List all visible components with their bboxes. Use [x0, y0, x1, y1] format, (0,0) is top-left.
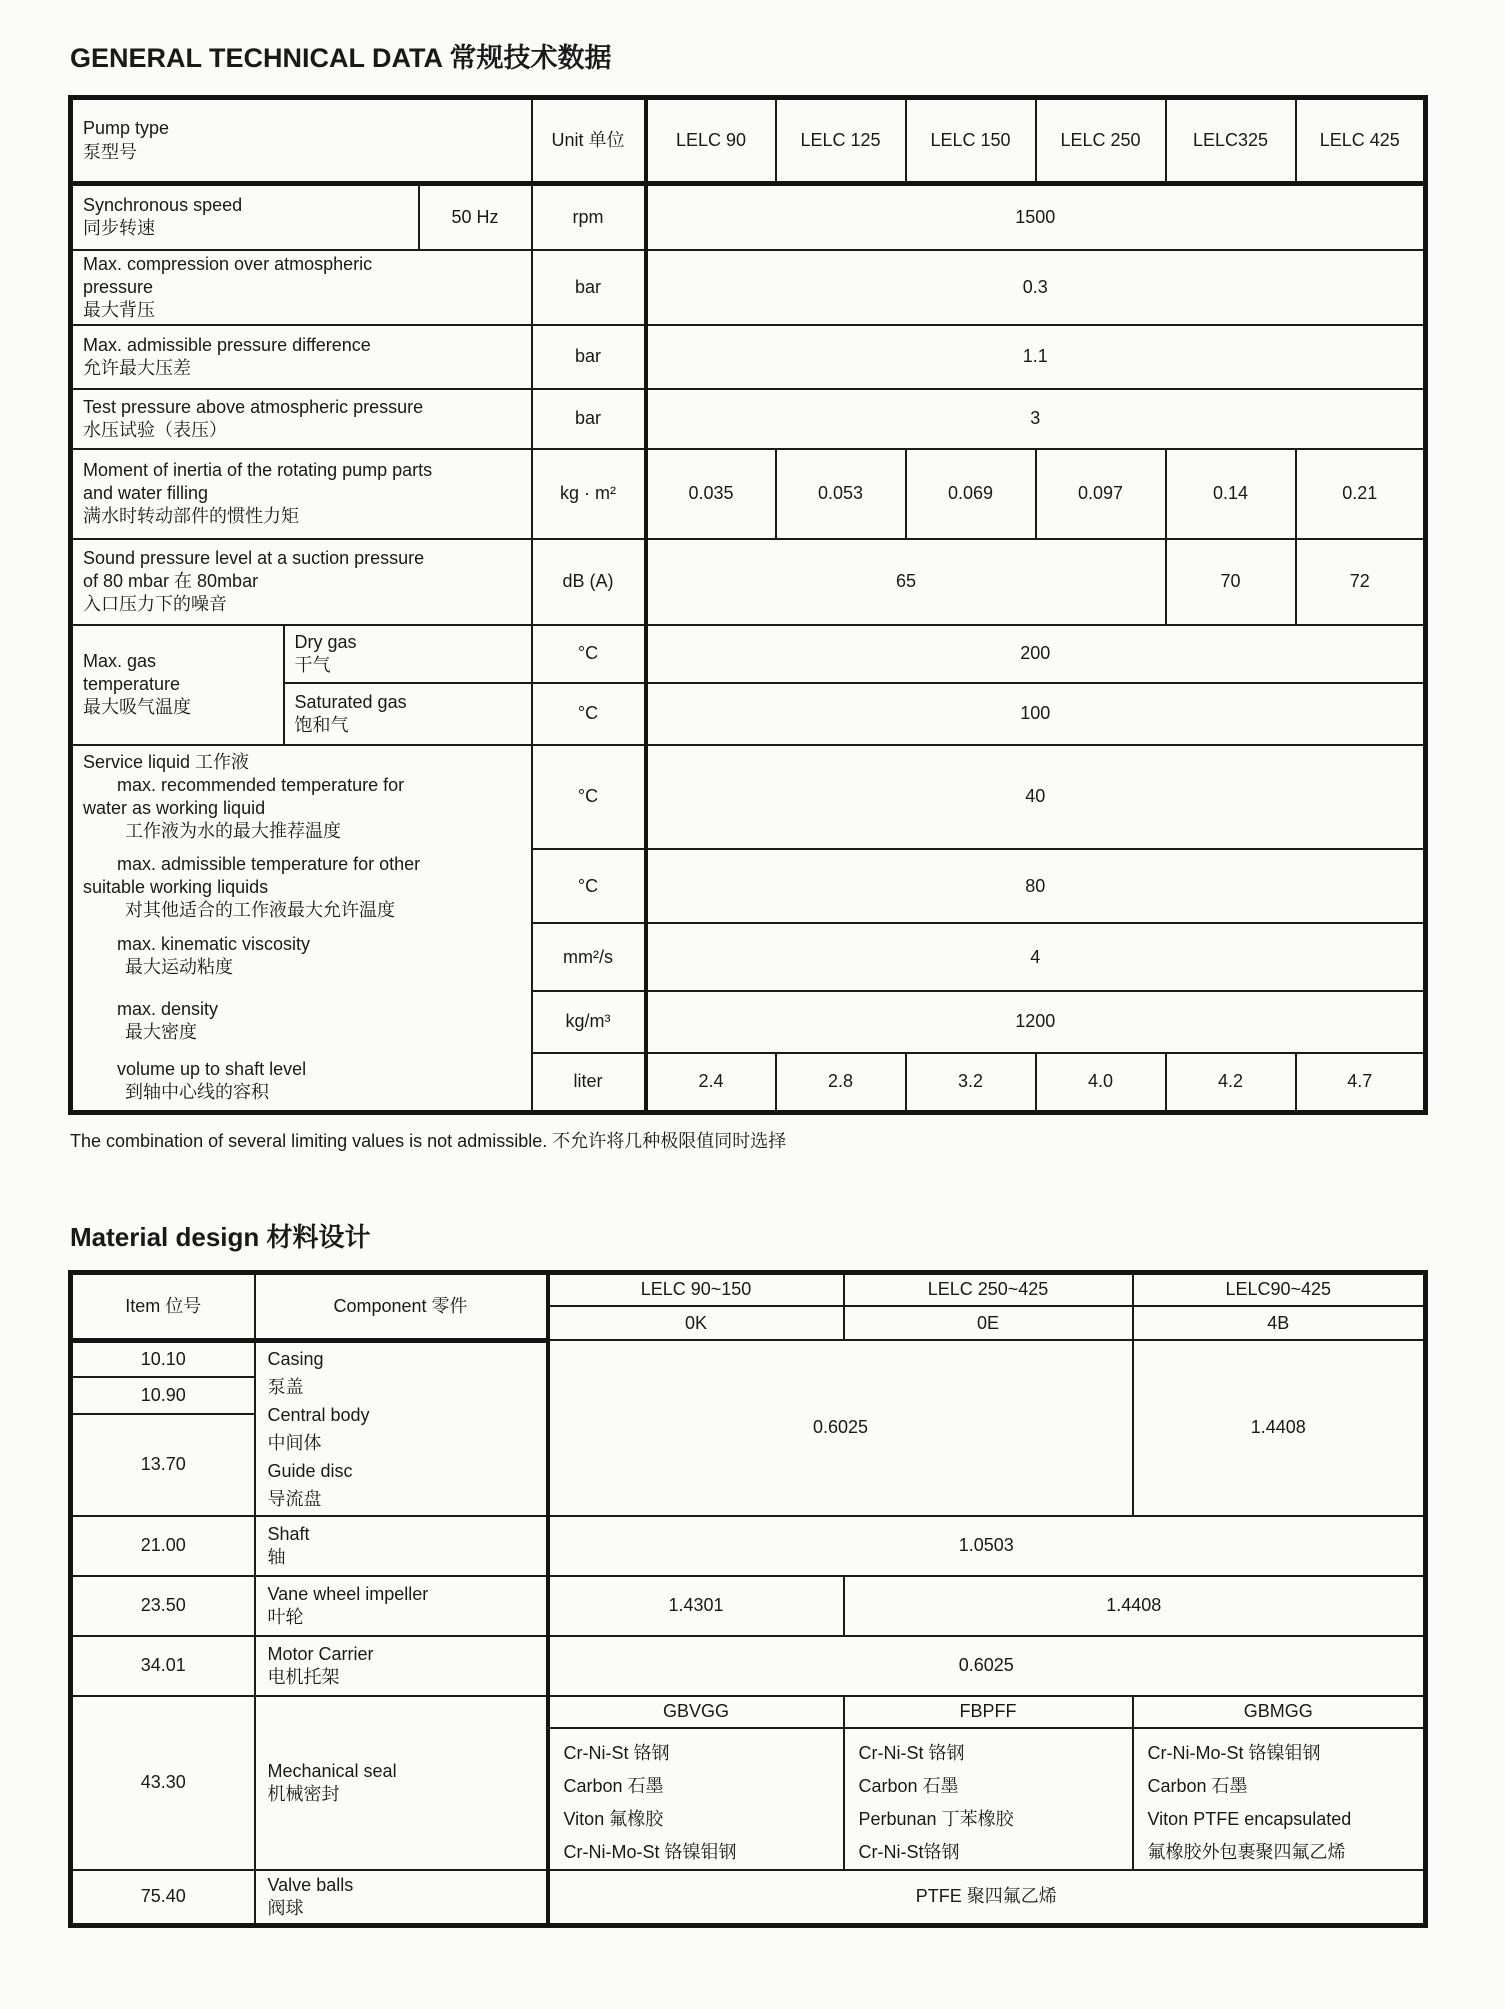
row-max-compression [71, 250, 1426, 325]
seal-materials-gbmgg-cell [1133, 1728, 1426, 1870]
row-valve-balls [71, 1870, 1426, 1926]
sync-label-cell [71, 184, 419, 250]
item-cell: 21.00 [71, 1516, 255, 1576]
unit-header-cell: Unit 单位 [532, 98, 646, 184]
unit-cell: °C [532, 683, 646, 745]
gas-temp-label-cell [71, 625, 284, 745]
value-cell: 0.035 [646, 449, 776, 539]
label-line: 到轴中心线的容积 [125, 1081, 269, 1102]
item-cell: 75.40 [71, 1870, 255, 1926]
value-cell: 4.0 [1036, 1053, 1166, 1113]
label-line: max. density [117, 998, 219, 1019]
compression-label-cell [71, 250, 532, 325]
value-cell: 4.7 [1296, 1053, 1426, 1113]
item-cell: 34.01 [71, 1636, 255, 1696]
item-cell: 10.10 [71, 1340, 255, 1377]
value-cell: 3.2 [906, 1053, 1036, 1113]
model-header-cell: LELC 425 [1296, 98, 1426, 184]
label-line: of 80 mbar 在 80mbar [83, 571, 259, 592]
label-line: max. admissible temperature for other [117, 853, 421, 874]
frequency-cell: 50 Hz [419, 184, 532, 250]
label-line: Cr-Ni-St 铬钢 [563, 1742, 670, 1763]
seal-component-cell [255, 1696, 548, 1870]
row-test-pressure [71, 389, 1426, 449]
unit-cell: °C [532, 849, 646, 923]
model-header-cell: LELC 250 [1036, 98, 1166, 184]
material-table [68, 1270, 1428, 1929]
impeller-component-cell [255, 1576, 548, 1636]
label-line: 满水时转动部件的惯性力矩 [83, 506, 299, 527]
service-density-label [73, 990, 531, 1052]
label-line: 最大背压 [83, 299, 155, 320]
label-line: pressure [83, 276, 154, 297]
label-line: Vane wheel impeller [267, 1583, 429, 1604]
unit-cell: °C [532, 625, 646, 683]
label-line: volume up to shaft level [117, 1058, 307, 1079]
value-cell: 4.2 [1166, 1053, 1296, 1113]
label-line: Cr-Ni-Mo-St 铬镍钼钢 [1147, 1742, 1321, 1763]
label-line: temperature [83, 674, 181, 695]
item-cell: 43.30 [71, 1696, 255, 1870]
service-other-temp-label [73, 848, 531, 922]
unit-cell: °C [532, 745, 646, 850]
label-line: Viton PTFE encapsulated [1147, 1808, 1352, 1829]
label-line: Mechanical seal [267, 1760, 397, 1781]
item-cell: 23.50 [71, 1576, 255, 1636]
material-value-cell: 0.6025 [548, 1340, 1133, 1516]
label-line: 泵盖 [267, 1376, 304, 1397]
material-header-row [71, 1272, 1426, 1306]
model-header-cell: LELC325 [1166, 98, 1296, 184]
label-line: 最大吸气温度 [83, 697, 191, 718]
unit-cell: bar [532, 389, 646, 449]
material-value-cell: PTFE 聚四氟乙烯 [548, 1870, 1426, 1926]
label-line: Cr-Ni-St 铬钢 [858, 1742, 965, 1763]
row-seal-codes [71, 1696, 1426, 1728]
label-line: Test pressure above atmospheric pressure [83, 396, 424, 417]
item-cell: 13.70 [71, 1414, 255, 1515]
item-header-cell: Item 位号 [71, 1272, 255, 1340]
value-cell: 1500 [646, 184, 1426, 250]
label-line: 氟橡胶外包裹聚四氟乙烯 [1147, 1841, 1346, 1862]
label-line: Max. gas [83, 651, 157, 672]
service-viscosity-label [73, 922, 531, 990]
value-cell: 0.069 [906, 449, 1036, 539]
service-volume-label [73, 1052, 531, 1110]
dry-gas-label-cell [284, 625, 532, 683]
pump-type-en: Pump type [83, 118, 170, 139]
design-code-cell: 0K [548, 1306, 844, 1340]
sound-label-cell [71, 539, 532, 625]
label-line: Valve balls [267, 1874, 354, 1895]
test-pressure-label-cell [71, 389, 532, 449]
row-shaft [71, 1516, 1426, 1576]
row-dry-gas [71, 625, 1426, 683]
label-line: 导流盘 [267, 1488, 322, 1509]
label-line: 阀球 [267, 1897, 304, 1918]
label-line: 最大密度 [125, 1021, 197, 1042]
row-moment-of-inertia [71, 449, 1426, 539]
label-line: 水压试验（表压） [83, 419, 227, 440]
unit-cell: kg/m³ [532, 991, 646, 1053]
label-line: max. recommended temperature for [117, 774, 405, 795]
model-group-header-cell: LELC90~425 [1133, 1272, 1426, 1306]
material-value-cell: 1.4301 [548, 1576, 844, 1636]
seal-code-cell: GBMGG [1133, 1696, 1426, 1728]
saturated-gas-label-cell [284, 683, 532, 745]
value-cell: 0.21 [1296, 449, 1426, 539]
general-data-title: GENERAL TECHNICAL DATA 常规技术数据 [70, 43, 612, 73]
label-line: 工作液为水的最大推荐温度 [125, 820, 341, 841]
limiting-values-note: The combination of several limiting values is not admissible. 不允许将几种极限值同时选择 [70, 1130, 787, 1151]
unit-cell: liter [532, 1053, 646, 1113]
value-cell: 0.3 [646, 250, 1426, 325]
design-code-cell: 4B [1133, 1306, 1426, 1340]
label-line: 同步转速 [83, 218, 155, 239]
material-value-cell: 1.4408 [1133, 1340, 1426, 1516]
item-cell: 10.90 [71, 1377, 255, 1414]
row-motor-carrier [71, 1636, 1426, 1696]
row-sound-pressure [71, 539, 1426, 625]
label-line: Sound pressure level at a suction pressure [83, 548, 425, 569]
row-casing-item-1 [71, 1340, 1426, 1377]
label-line: water as working liquid [83, 797, 266, 818]
model-header-cell: LELC 90 [646, 98, 776, 184]
model-group-header-cell: LELC 90~150 [548, 1272, 844, 1306]
label-line: 允许最大压差 [83, 357, 191, 378]
value-cell: 0.14 [1166, 449, 1296, 539]
label-line: Carbon 石墨 [563, 1775, 664, 1796]
service-water-temp-label [73, 746, 531, 848]
label-line: Perbunan 丁苯橡胶 [858, 1808, 1014, 1829]
label-line: Cr-Ni-Mo-St 铬镍钼钢 [563, 1841, 737, 1862]
seal-code-cell: GBVGG [548, 1696, 844, 1728]
value-cell: 100 [646, 683, 1426, 745]
seal-materials-gbvgg-cell [548, 1728, 844, 1870]
label-line: Saturated gas [294, 691, 407, 712]
label-line: Viton 氟橡胶 [563, 1808, 664, 1829]
material-value-cell: 1.0503 [548, 1516, 1426, 1576]
label-line: 干气 [294, 654, 331, 675]
label-line: 最大运动粘度 [125, 956, 233, 977]
unit-cell: mm²/s [532, 923, 646, 991]
pump-type-header-cell [71, 98, 532, 184]
value-cell: 4 [646, 923, 1426, 991]
value-cell: 0.053 [776, 449, 906, 539]
label-line: Shaft [267, 1523, 310, 1544]
value-cell: 65 [646, 539, 1166, 625]
value-cell: 200 [646, 625, 1426, 683]
label-line: Central body [267, 1404, 370, 1425]
value-cell: 2.8 [776, 1053, 906, 1113]
casing-component-cell [255, 1340, 548, 1516]
value-cell: 70 [1166, 539, 1296, 625]
label-line: and water filling [83, 483, 209, 504]
value-cell: 1.1 [646, 325, 1426, 389]
pump-type-zh: 泵型号 [83, 141, 137, 162]
design-code-cell: 0E [844, 1306, 1133, 1340]
label-line: Dry gas [294, 631, 357, 652]
label-line: 入口压力下的噪音 [83, 594, 227, 615]
service-liquid-block [73, 746, 531, 1110]
label-line: 电机托架 [267, 1666, 340, 1687]
label-line: Synchronous speed [83, 195, 243, 216]
value-cell: 80 [646, 849, 1426, 923]
unit-cell: bar [532, 250, 646, 325]
unit-cell: dB (A) [532, 539, 646, 625]
value-cell: 1200 [646, 991, 1426, 1053]
general-table [68, 95, 1428, 1115]
material-design-title: Material design 材料设计 [70, 1221, 371, 1252]
model-header-cell: LELC 150 [906, 98, 1036, 184]
row-synchronous-speed [71, 184, 1426, 250]
general-header-row [71, 98, 1426, 184]
model-header-cell: LELC 125 [776, 98, 906, 184]
label-line: 轴 [267, 1546, 286, 1567]
label-line: Max. admissible pressure difference [83, 334, 371, 355]
value-cell: 3 [646, 389, 1426, 449]
value-cell: 2.4 [646, 1053, 776, 1113]
label-line: Guide disc [267, 1460, 353, 1481]
label-line: 中间体 [267, 1432, 322, 1453]
row-pressure-difference [71, 325, 1426, 389]
label-line: max. kinematic viscosity [117, 933, 311, 954]
row-impeller [71, 1576, 1426, 1636]
label-line: Carbon 石墨 [1147, 1775, 1248, 1796]
pressure-diff-label-cell [71, 325, 532, 389]
service-liquid-label-cell [71, 745, 532, 1113]
value-cell: 72 [1296, 539, 1426, 625]
unit-cell: kg · m² [532, 449, 646, 539]
unit-cell: bar [532, 325, 646, 389]
component-header-cell: Component 零件 [255, 1272, 548, 1340]
seal-materials-fbpff-cell [844, 1728, 1133, 1870]
service-liquid-heading: Service liquid 工作液 [83, 751, 250, 772]
label-line: suitable working liquids [83, 876, 269, 897]
material-value-cell: 0.6025 [548, 1636, 1426, 1696]
value-cell: 40 [646, 745, 1426, 850]
label-line: Motor Carrier [267, 1643, 374, 1664]
valve-balls-component-cell [255, 1870, 548, 1926]
label-line: 对其他适合的工作液最大允许温度 [125, 899, 395, 920]
label-line: Cr-Ni-St铬钢 [858, 1841, 960, 1862]
label-line: 叶轮 [267, 1606, 304, 1627]
model-group-header-cell: LELC 250~425 [844, 1272, 1133, 1306]
label-line: Casing [267, 1348, 324, 1369]
label-line: 饱和气 [294, 714, 349, 735]
label-line: Moment of inertia of the rotating pump parts [83, 460, 433, 481]
label-line: Carbon 石墨 [858, 1775, 959, 1796]
label-line: Max. compression over atmospheric [83, 253, 373, 274]
row-service-water-temp [71, 745, 1426, 850]
shaft-component-cell [255, 1516, 548, 1576]
label-line: 机械密封 [267, 1783, 340, 1804]
material-value-cell: 1.4408 [844, 1576, 1426, 1636]
unit-cell: rpm [532, 184, 646, 250]
value-cell: 0.097 [1036, 449, 1166, 539]
inertia-label-cell [71, 449, 532, 539]
seal-code-cell: FBPFF [844, 1696, 1133, 1728]
motor-carrier-component-cell [255, 1636, 548, 1696]
